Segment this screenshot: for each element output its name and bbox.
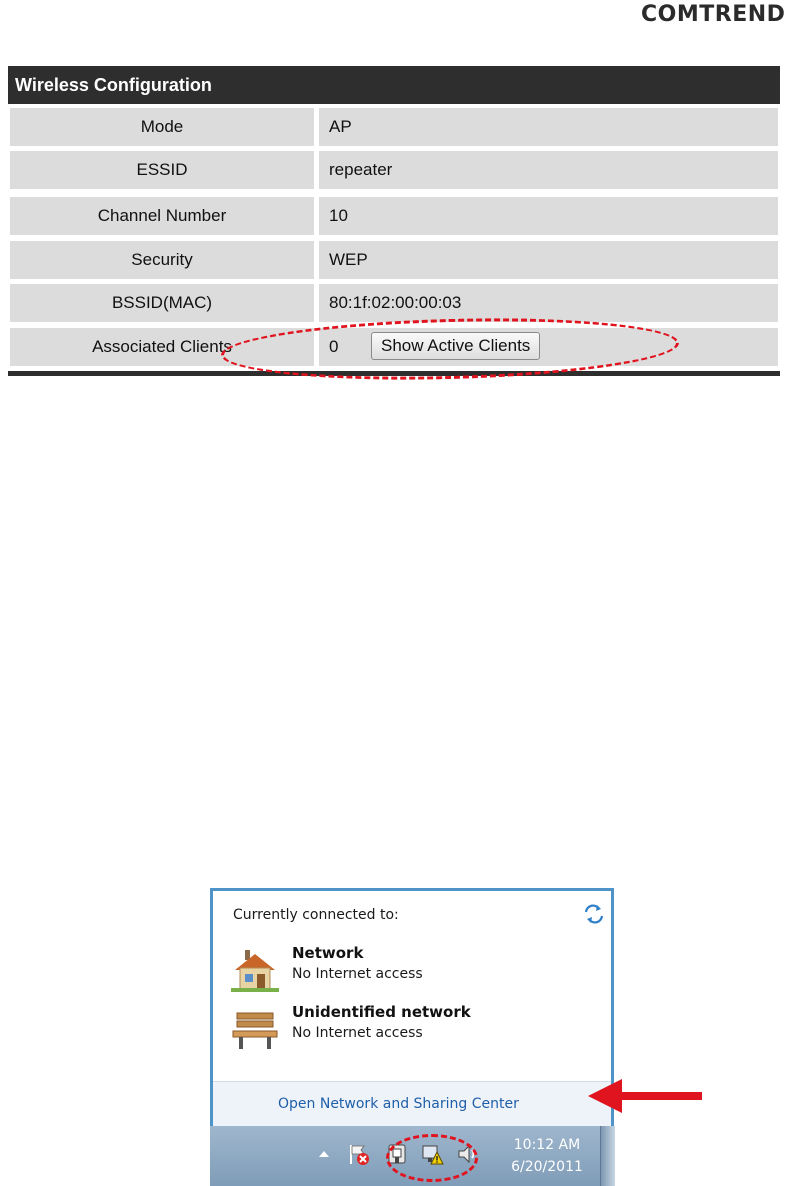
security-value: WEP [319, 241, 778, 279]
show-hidden-icons-chevron-icon[interactable] [318, 1148, 330, 1160]
security-label: Security [10, 241, 314, 279]
essid-value: repeater [319, 151, 778, 189]
show-desktop-button[interactable] [600, 1126, 615, 1186]
refresh-icon[interactable] [583, 903, 605, 925]
red-arrow-pointer [588, 1077, 704, 1115]
mode-value: AP [319, 108, 778, 146]
open-network-sharing-center-link[interactable]: Open Network and Sharing Center [278, 1096, 519, 1112]
network-name: Unidentified network [292, 1003, 471, 1021]
home-network-icon [231, 948, 279, 992]
bssid-row [10, 284, 778, 322]
bench-network-icon [231, 1007, 279, 1051]
network-status: No Internet access [292, 1025, 423, 1041]
associated-clients-count: 0 [329, 337, 339, 356]
network-flyout [210, 888, 614, 1126]
bssid-label: BSSID(MAC) [10, 284, 314, 322]
network-name: Network [292, 944, 364, 962]
channel-label: Channel Number [10, 197, 314, 235]
bssid-value: 80:1f:02:00:00:03 [319, 284, 778, 322]
action-center-flag-icon[interactable] [346, 1142, 370, 1166]
channel-row [10, 197, 778, 235]
mode-row [10, 108, 778, 146]
associated-clients-label: Associated Clients [10, 328, 314, 366]
network-item-network[interactable] [231, 944, 591, 1000]
network-item-unidentified[interactable] [231, 1003, 591, 1059]
highlight-ellipse-tray [386, 1134, 478, 1182]
clock-time: 10:12 AM [513, 1137, 581, 1153]
system-clock[interactable] [506, 1134, 588, 1178]
wireless-configuration-title: Wireless Configuration [8, 66, 780, 104]
essid-row [10, 151, 778, 189]
essid-label: ESSID [10, 151, 314, 189]
mode-label: Mode [10, 108, 314, 146]
comtrend-logo: COMTREND [641, 2, 786, 27]
popup-footer [213, 1081, 611, 1130]
currently-connected-label: Currently connected to: [233, 907, 399, 923]
network-status: No Internet access [292, 966, 423, 982]
show-active-clients-button[interactable]: Show Active Clients [371, 332, 540, 360]
security-row [10, 241, 778, 279]
channel-value: 10 [319, 197, 778, 235]
clock-date: 6/20/2011 [511, 1159, 583, 1175]
